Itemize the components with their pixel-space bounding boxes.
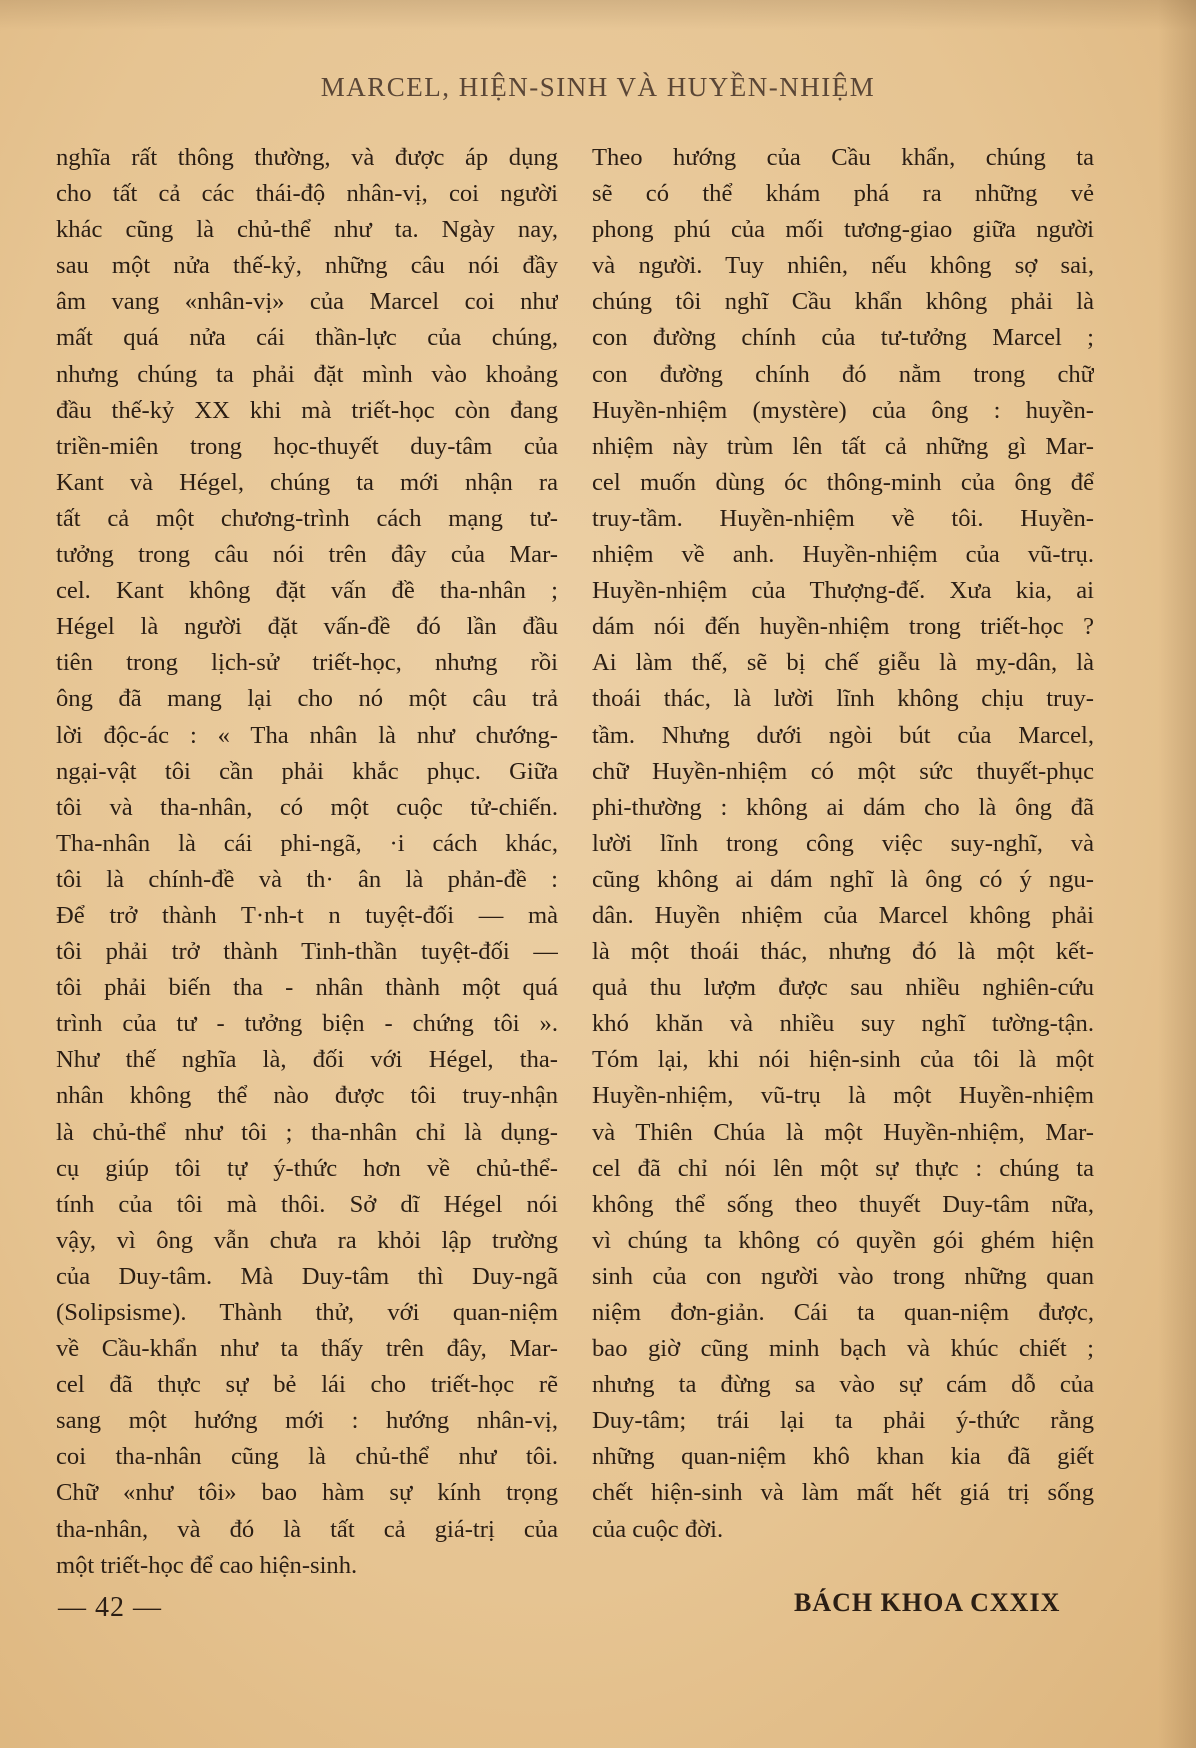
text-line: quả thu lượm được sau nhiều nghiên-cứu (592, 974, 1094, 1002)
text-line: triền-miên trong học-thuyết duy-tâm của (56, 432, 558, 460)
text-line: cho tất cả các thái-độ nhân-vị, coi người (56, 180, 558, 208)
text-line: tôi phải trở thành Tinh-thần tuyệt-đối — (56, 938, 558, 966)
text-line: sẽ có thể khám phá ra những vẻ (592, 180, 1094, 208)
text-line: niệm đơn-giản. Cái ta quan-niệm được, (592, 1299, 1094, 1326)
text-line: khác cũng là chủ-thể như ta. Ngày nay, (56, 216, 558, 244)
text-line: sang một hướng mới : hướng nhân-vị, (56, 1407, 558, 1435)
text-line: và Thiên Chúa là một Huyền-nhiệm, Mar- (592, 1118, 1094, 1146)
text-line: sau một nửa thế-kỷ, những câu nói đầy (56, 252, 558, 280)
text-line: tôi và tha-nhân, có một cuộc tử-chiến. (56, 793, 558, 821)
text-line: tha-nhân, và đó là tất cả giá-trị của (56, 1515, 558, 1543)
text-line: truy-tầm. Huyền-nhiệm về tôi. Huyền- (592, 504, 1094, 532)
text-line: vì chúng ta không có quyền gói ghém hiện (592, 1226, 1094, 1254)
text-line: tưởng trong câu nói trên đây của Mar- (56, 541, 558, 569)
text-line: âm vang «nhân-vị» của Marcel coi như (56, 288, 558, 316)
text-line: nhiệm về anh. Huyền-nhiệm của vũ-trụ. (592, 541, 1094, 569)
text-line: đầu thế-kỷ XX khi mà triết-học còn đang (56, 396, 558, 424)
text-line: là một thoái thác, nhưng đó là một kết- (592, 938, 1094, 966)
text-line: Chữ «như tôi» bao hàm sự kính trọng (56, 1479, 558, 1507)
text-line: Để trở thành T·nh-t n tuyệt-đối — mà (56, 901, 558, 929)
text-line: lười lĩnh trong công việc suy-nghĩ, và (592, 829, 1094, 857)
text-line: một triết-học để cao hiện-sinh. (56, 1551, 358, 1579)
text-line: con đường chính của tư-tưởng Marcel ; (592, 324, 1094, 352)
text-line: Tóm lại, khi nói hiện-sinh của tôi là một (592, 1046, 1094, 1074)
text-line: chữ Huyền-nhiệm có một sức thuyết-phục (592, 757, 1094, 785)
text-line: nhưng chúng ta phải đặt mình vào khoảng (56, 360, 558, 388)
text-line: coi tha-nhân cũng là chủ-thể như tôi. (56, 1443, 558, 1471)
running-header: MARCEL, HIỆN-SINH VÀ HUYỀN-NHIỆM (320, 72, 876, 102)
text-line: dân. Huyền nhiệm của Marcel không phải (592, 901, 1094, 929)
text-line: của Duy-tâm. Mà Duy-tâm thì Duy-ngã (56, 1262, 558, 1290)
text-line: bao giờ cũng minh bạch và khúc chiết ; (592, 1335, 1094, 1363)
text-line: cel đã thực sự bẻ lái cho triết-học rẽ (56, 1371, 558, 1399)
text-line: về Cầu-khẩn như ta thấy trên đây, Mar- (56, 1335, 558, 1363)
text-line: sinh của con người vào trong những quan (592, 1262, 1094, 1290)
page-edge-shadow (1158, 0, 1196, 1748)
page-number: — 42 — (58, 1592, 162, 1623)
text-line: cel. Kant không đặt vấn đề tha-nhân ; (56, 577, 558, 605)
text-line: Kant và Hégel, chúng ta mới nhận ra (56, 468, 558, 496)
text-line: trình của tư - tưởng biện - chứng tôi ». (56, 1010, 558, 1038)
text-line: tiên trong lịch-sử triết-học, nhưng rồi (56, 649, 558, 677)
text-line: thoái thác, là lười lĩnh không chịu truy- (592, 685, 1094, 713)
text-line: tính của tôi mà thôi. Sở dĩ Hégel nói (56, 1190, 558, 1218)
text-line: Ai làm thế, sẽ bị chế giễu là mỵ-dân, là (592, 649, 1094, 677)
journal-issue-label: BÁCH KHOA CXXIX (794, 1588, 1061, 1617)
left-text-column (56, 140, 558, 1584)
text-line: lời độc-ác : « Tha nhân là như chướng- (56, 721, 558, 749)
text-line: tầm. Nhưng dưới ngòi bút của Marcel, (592, 721, 1094, 749)
text-line: (Solipsisme). Thành thử, với quan-niệm (56, 1299, 558, 1326)
text-line: nghĩa rất thông thường, và được áp dụng (56, 144, 558, 171)
text-line: vậy, vì ông vẫn chưa ra khỏi lập trường (56, 1226, 558, 1254)
text-line: nhưng ta đừng sa vào sự cám dỗ của (592, 1371, 1094, 1399)
page-top-shadow (0, 0, 1196, 30)
text-line: Duy-tâm; trái lại ta phải ý-thức rằng (592, 1407, 1094, 1435)
text-line: ngại-vật tôi cần phải khắc phục. Giữa (56, 757, 558, 785)
text-line: ông đã mang lại cho nó một câu trả (56, 685, 558, 713)
text-line: không thể sống theo thuyết Duy-tâm nữa, (592, 1190, 1094, 1218)
text-line: Huyền-nhiệm, vũ-trụ là một Huyền-nhiệm (592, 1082, 1094, 1110)
text-line: tôi phải biến tha - nhân thành một quá (56, 974, 558, 1002)
text-line: Huyền-nhiệm (mystère) của ông : huyền- (592, 396, 1094, 424)
text-line: của cuộc đời. (592, 1515, 724, 1543)
text-line: con đường chính đó nằm trong chữ (592, 360, 1094, 388)
text-line: cel muốn dùng óc thông-minh của ông để (592, 468, 1094, 496)
text-line: Tha-nhân là cái phi-ngã, ·i cách khác, (56, 829, 558, 857)
right-text-column (592, 140, 1094, 1548)
text-line: Hégel là người đặt vấn-đề đó lần đầu (56, 613, 558, 641)
text-line: phi-thường : không ai dám cho là ông đã (592, 793, 1094, 821)
text-line: và người. Tuy nhiên, nếu không sợ sai, (592, 252, 1094, 280)
text-line: chết hiện-sinh và làm mất hết giá trị sống (592, 1479, 1094, 1507)
text-line: nhiệm này trùm lên tất cả những gì Mar- (592, 432, 1094, 460)
text-line: Theo hướng của Cầu khẩn, chúng ta (592, 144, 1094, 171)
text-line: chúng tôi nghĩ Cầu khẩn không phải là (592, 288, 1094, 316)
text-line: là chủ-thể như tôi ; tha-nhân chỉ là dụng- (56, 1118, 558, 1146)
text-line: nhân không thể nào được tôi truy-nhận (56, 1082, 558, 1110)
text-line: dám nói đến huyền-nhiệm trong triết-học ? (592, 613, 1094, 641)
text-line: cũng không ai dám nghĩ là ông có ý ngu- (592, 865, 1094, 893)
text-line: phong phú của mối tương-giao giữa người (592, 216, 1094, 244)
text-line: những quan-niệm khô khan kia đã giết (592, 1443, 1094, 1471)
text-line: cụ giúp tôi tự ý-thức hơn về chủ-thể- (56, 1154, 558, 1182)
text-line: tất cả một chương-trình cách mạng tư- (56, 504, 558, 532)
text-line: cel đã chỉ nói lên một sự thực : chúng ta (592, 1154, 1094, 1182)
text-line: Như thế nghĩa là, đối với Hégel, tha- (56, 1046, 558, 1074)
text-line: khó khăn và nhiều suy nghĩ tường-tận. (592, 1010, 1094, 1038)
text-line: mất quá nửa cái thần-lực của chúng, (56, 324, 558, 352)
text-line: Huyền-nhiệm của Thượng-đế. Xưa kia, ai (592, 577, 1094, 605)
text-line: tôi là chính-đề và th· ân là phản-đề : (56, 865, 558, 893)
